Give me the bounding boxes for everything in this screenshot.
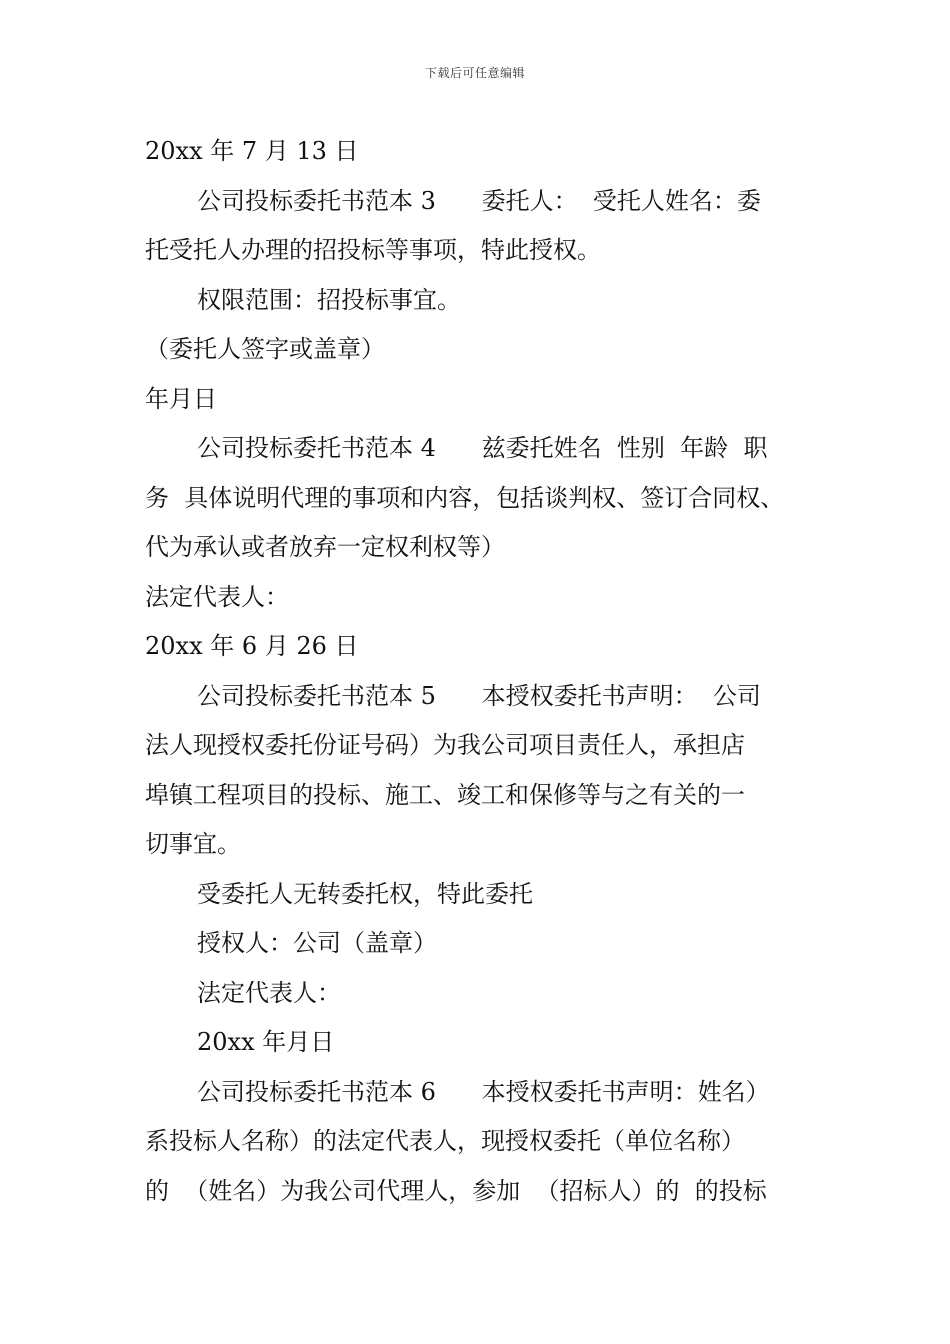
legal-rep-line: 法定代表人： (145, 582, 289, 611)
paragraph-line: 系投标人名称）的法定代表人，现授权委托（单位名称） (145, 1127, 745, 1155)
date-line: 20xx 年月日 (197, 1028, 335, 1056)
signature-line: （委托人签字或盖章） (145, 335, 385, 363)
paragraph-line: 的 （姓名）为我公司代理人，参加 （招标人）的 的投标 (145, 1176, 767, 1205)
scope-line: 权限范围：招投标事宜。 (197, 285, 461, 314)
paragraph-line: 托受托人办理的招投标等事项，特此授权。 (145, 236, 601, 264)
paragraph-line: 埠镇工程项目的投标、施工、竣工和保修等与之有关的一 (145, 780, 745, 809)
date-line: 20xx 年 7 月 13 日 (145, 137, 359, 165)
paragraph-line: 代为承认或者放弃一定权利权等） (145, 533, 505, 561)
sample-4-heading: 公司投标委托书范本 4 兹委托姓名 性别 年龄 职 (197, 434, 768, 462)
paragraph-line: 务 具体说明代理的事项和内容，包括谈判权、签订合同权、 (145, 483, 785, 512)
paragraph-line: 切事宜。 (145, 830, 241, 858)
header-note: 下载后可任意编辑 (424, 66, 525, 80)
paragraph-line: 法人现授权委托份证号码）为我公司项目责任人，承担店 (145, 731, 745, 759)
date-line: 年月日 (145, 384, 217, 413)
sample-5-heading: 公司投标委托书范本 5 本授权委托书声明： 公司 (197, 681, 761, 710)
sample-3-heading: 公司投标委托书范本 3 委托人： 受托人姓名：委 (197, 186, 761, 215)
document-body (145, 127, 825, 1216)
sample-6-heading: 公司投标委托书范本 6 本授权委托书声明：姓名） (197, 1077, 770, 1106)
legal-rep-line: 法定代表人： (197, 978, 341, 1007)
paragraph-line: 受委托人无转委托权，特此委托 (197, 879, 533, 908)
date-line: 20xx 年 6 月 26 日 (145, 632, 359, 660)
authorizer-line: 授权人：公司（盖章） (197, 929, 437, 957)
